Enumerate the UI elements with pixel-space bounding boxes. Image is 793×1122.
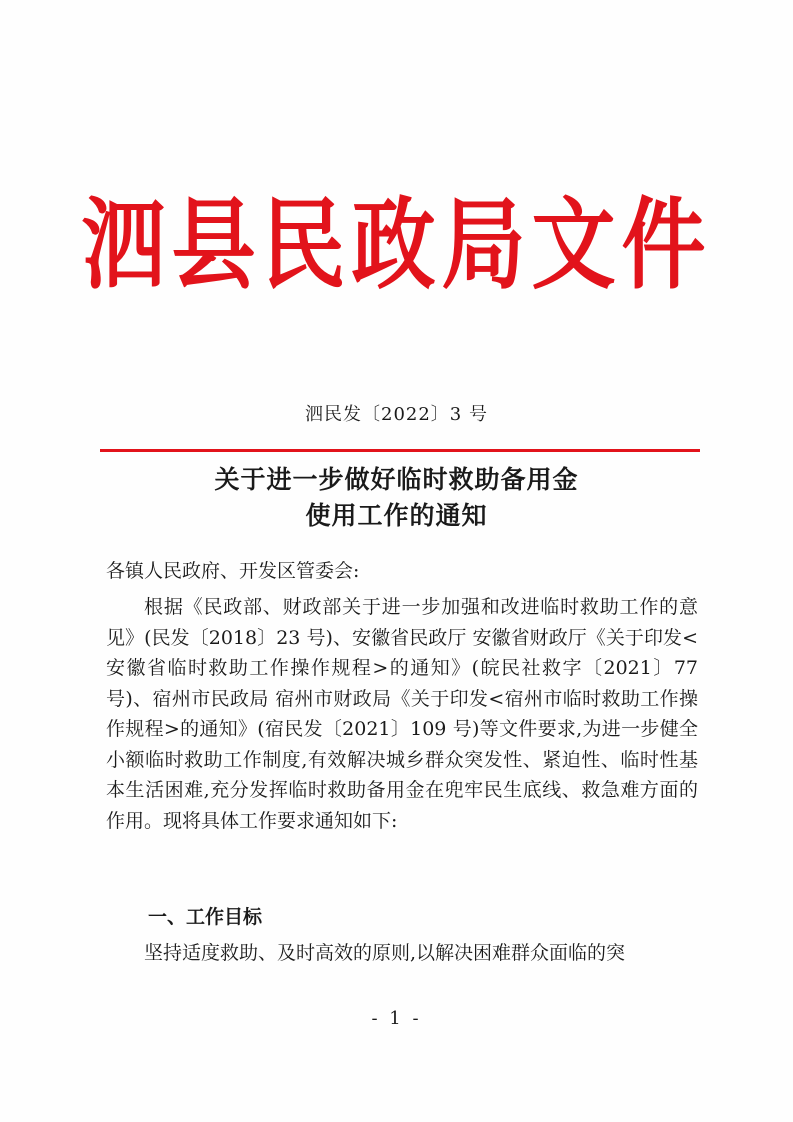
body-paragraph-2: 坚持适度救助、及时高效的原则,以解决困难群众面临的突 [144,942,626,964]
document-number: 泗民发〔2022〕3 号 [305,404,488,425]
body-paragraph-1: 根据《民政部、财政部关于进一步加强和改进临时救助工作的意见》(民发〔2018〕23 号)、安徽省民政厅 安徽省财政厅《关于印发<安徽省临时救助工作操作规程>的通知》(皖民社救字〔2021〕77 号)、宿州市民政局 宿州市财政局《关于印发<宿州市临时救助工作操作规程>的通知》(宿民发〔2021〕109 号)等文件要求,为进一步健全小额临时救助工作制度,有效解决城乡群众突发性、紧迫性、临时性基本生活困难,充分发挥临时救助备用金在兜牢民生底线、救急难方面的作用。现将具体工作要求通知如下: [106,596,698,832]
title-line-2: 使用工作的通知 [305,501,488,530]
section-heading-goals: 一、工作目标 [148,906,263,928]
salutation: 各镇人民政府、开发区管委会: [106,560,360,582]
page-number: - 1 - [371,1008,422,1029]
document-masthead: 泗县民政局文件 [81,185,712,303]
document-title [0,462,793,534]
title-line-1: 关于进一步做好临时救助备用金 [214,465,579,494]
red-divider-rule [100,449,700,452]
